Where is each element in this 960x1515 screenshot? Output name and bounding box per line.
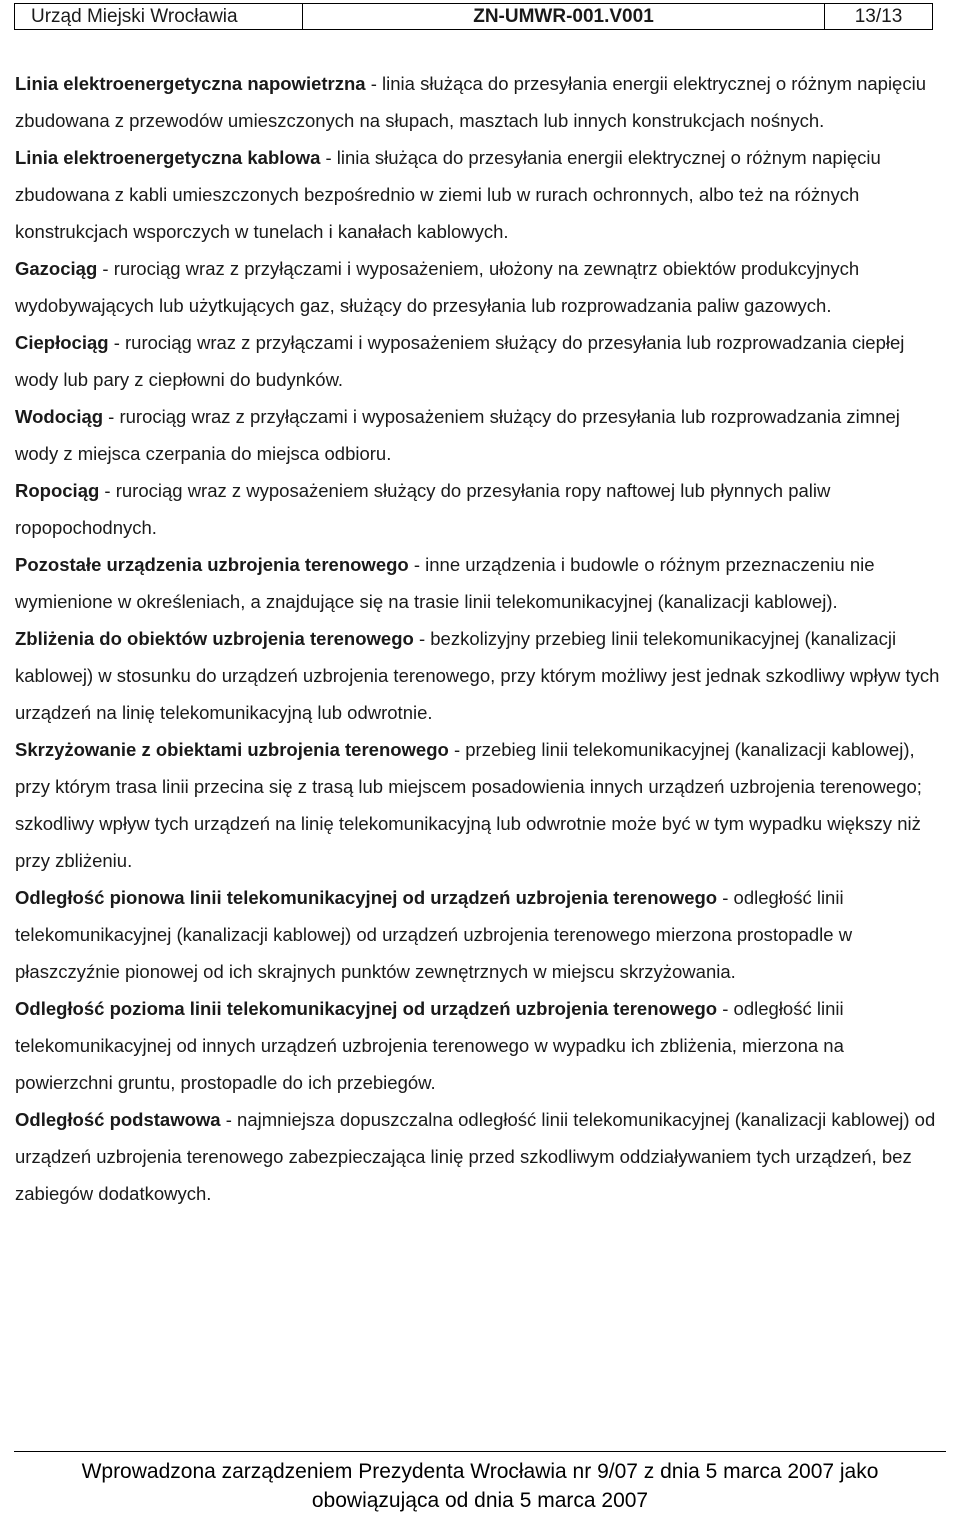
header-organization: Urząd Miejski Wrocławia xyxy=(15,4,303,29)
definition-text: - odległość linii telekomunikacyjnej od innych urządzeń uzbrojenia terenowego w wypadku ich zbliżenia, mierzona na powierzchni gruntu, prostopadle do ich przebiegów. xyxy=(15,998,844,1093)
definition-term: Linia elektroenergetyczna napowietrzna xyxy=(15,73,366,94)
definition-term: Linia elektroenergetyczna kablowa xyxy=(15,147,321,168)
definition-entry xyxy=(15,398,945,472)
definition-term: Pozostałe urządzenia uzbrojenia terenowego xyxy=(15,554,409,575)
definitions-list xyxy=(15,65,945,1212)
definition-term: Odległość pozioma linii telekomunikacyjnej od urządzeń uzbrojenia terenowego xyxy=(15,998,718,1019)
definition-term: Skrzyżowanie z obiektami uzbrojenia terenowego xyxy=(15,739,449,760)
footer-line-2: obowiązująca od dnia 5 marca 2007 xyxy=(311,1489,649,1512)
footer-line-1: Wprowadzona zarządzeniem Prezydenta Wrocławia nr 9/07 z dnia 5 marca 2007 jako xyxy=(81,1460,879,1483)
definition-text: - przebieg linii telekomunikacyjnej (kanalizacji kablowej), przy którym trasa linii przecina się z trasą lub miejscem posadowienia innych urządzeń uzbrojenia terenowego; szkodliwy wpływ tych urządzeń na linię telekomunikacyjną lub odwrotnie może być w tym wypadku większy niż przy zbliżeniu. xyxy=(15,739,922,871)
definition-term: Zbliżenia do obiektów uzbrojenia terenowego xyxy=(15,628,414,649)
definition-text: - rurociąg wraz z przyłączami i wyposażeniem służący do przesyłania lub rozprowadzania ciepłej wody lub pary z ciepłowni do budynków. xyxy=(15,332,905,390)
definition-text: - rurociąg wraz z przyłączami i wyposażeniem, ułożony na zewnątrz obiektów produkcyjnych wydobywających lub użytkujących gaz, służący do przesyłania lub rozprowadzania paliw gazowych. xyxy=(15,258,860,316)
definition-term: Odległość podstawowa xyxy=(15,1109,221,1130)
definition-text: - rurociąg wraz z wyposażeniem służący do przesyłania ropy naftowej lub płynnych paliw ropopochodnych. xyxy=(15,480,831,538)
document-footer xyxy=(14,1451,946,1515)
definition-term: Wodociąg xyxy=(15,406,104,427)
definition-text: - bezkolizyjny przebieg linii telekomunikacyjnej (kanalizacji kablowej) w stosunku do urządzeń uzbrojenia terenowego, przy którym możliwy jest jednak szkodliwy wpływ tych urządzeń na linię telekomunikacyjną lub odwrotnie. xyxy=(15,628,940,723)
definition-entry xyxy=(15,472,945,546)
definition-text: - linia służąca do przesyłania energii elektrycznej o różnym napięciu zbudowana z kabli umieszczonych bezpośrednio w ziemi lub w rurach ochronnych, albo też na różnych konstrukcjach wsporczych w tunelach i kanałach kablowych. xyxy=(15,147,881,242)
header-page-number: 13/13 xyxy=(854,5,903,27)
definition-entry xyxy=(15,1101,945,1212)
header-document-code: ZN-UMWR-001.V001 xyxy=(303,4,825,29)
definition-entry xyxy=(15,250,945,324)
definition-text: - odległość linii telekomunikacyjnej (kanalizacji kablowej) od urządzeń uzbrojenia terenowego mierzona prostopadle w płaszczyźnie pionowej od ich skrajnych punktów zewnętrznych w miejscu skrzyżowania. xyxy=(15,887,853,982)
definition-text: - linia służąca do przesyłania energii elektrycznej o różnym napięciu zbudowana z przewodów umieszczonych na słupach, masztach lub innych konstrukcjach nośnych. xyxy=(15,73,926,131)
definition-entry xyxy=(15,139,945,250)
document-header xyxy=(14,3,933,30)
definition-entry xyxy=(15,65,945,139)
definition-text: - najmniejsza dopuszczalna odległość linii telekomunikacyjnej (kanalizacji kablowej) od urządzeń uzbrojenia terenowego zabezpieczająca linię przed szkodliwym oddziaływaniem tych urządzeń, bez zabiegów dodatkowych. xyxy=(15,1109,936,1204)
definition-term: Ciepłociąg xyxy=(15,332,109,353)
definition-term: Gazociąg xyxy=(15,258,98,279)
definition-term: Ropociąg xyxy=(15,480,100,501)
definition-entry xyxy=(15,879,945,990)
definition-text: - rurociąg wraz z przyłączami i wyposażeniem służący do przesyłania lub rozprowadzania zimnej wody z miejsca czerpania do miejsca odbioru. xyxy=(15,406,900,464)
definition-text: - inne urządzenia i budowle o różnym przeznaczeniu nie wymienione w określeniach, a znajdujące się na trasie linii telekomunikacyjnej (kanalizacji kablowej). xyxy=(15,554,875,612)
definition-entry xyxy=(15,620,945,731)
definition-entry xyxy=(15,731,945,879)
definition-entry xyxy=(15,990,945,1101)
definition-term: Odległość pionowa linii telekomunikacyjnej od urządzeń uzbrojenia terenowego xyxy=(15,887,718,908)
definition-entry xyxy=(15,546,945,620)
definition-entry xyxy=(15,324,945,398)
